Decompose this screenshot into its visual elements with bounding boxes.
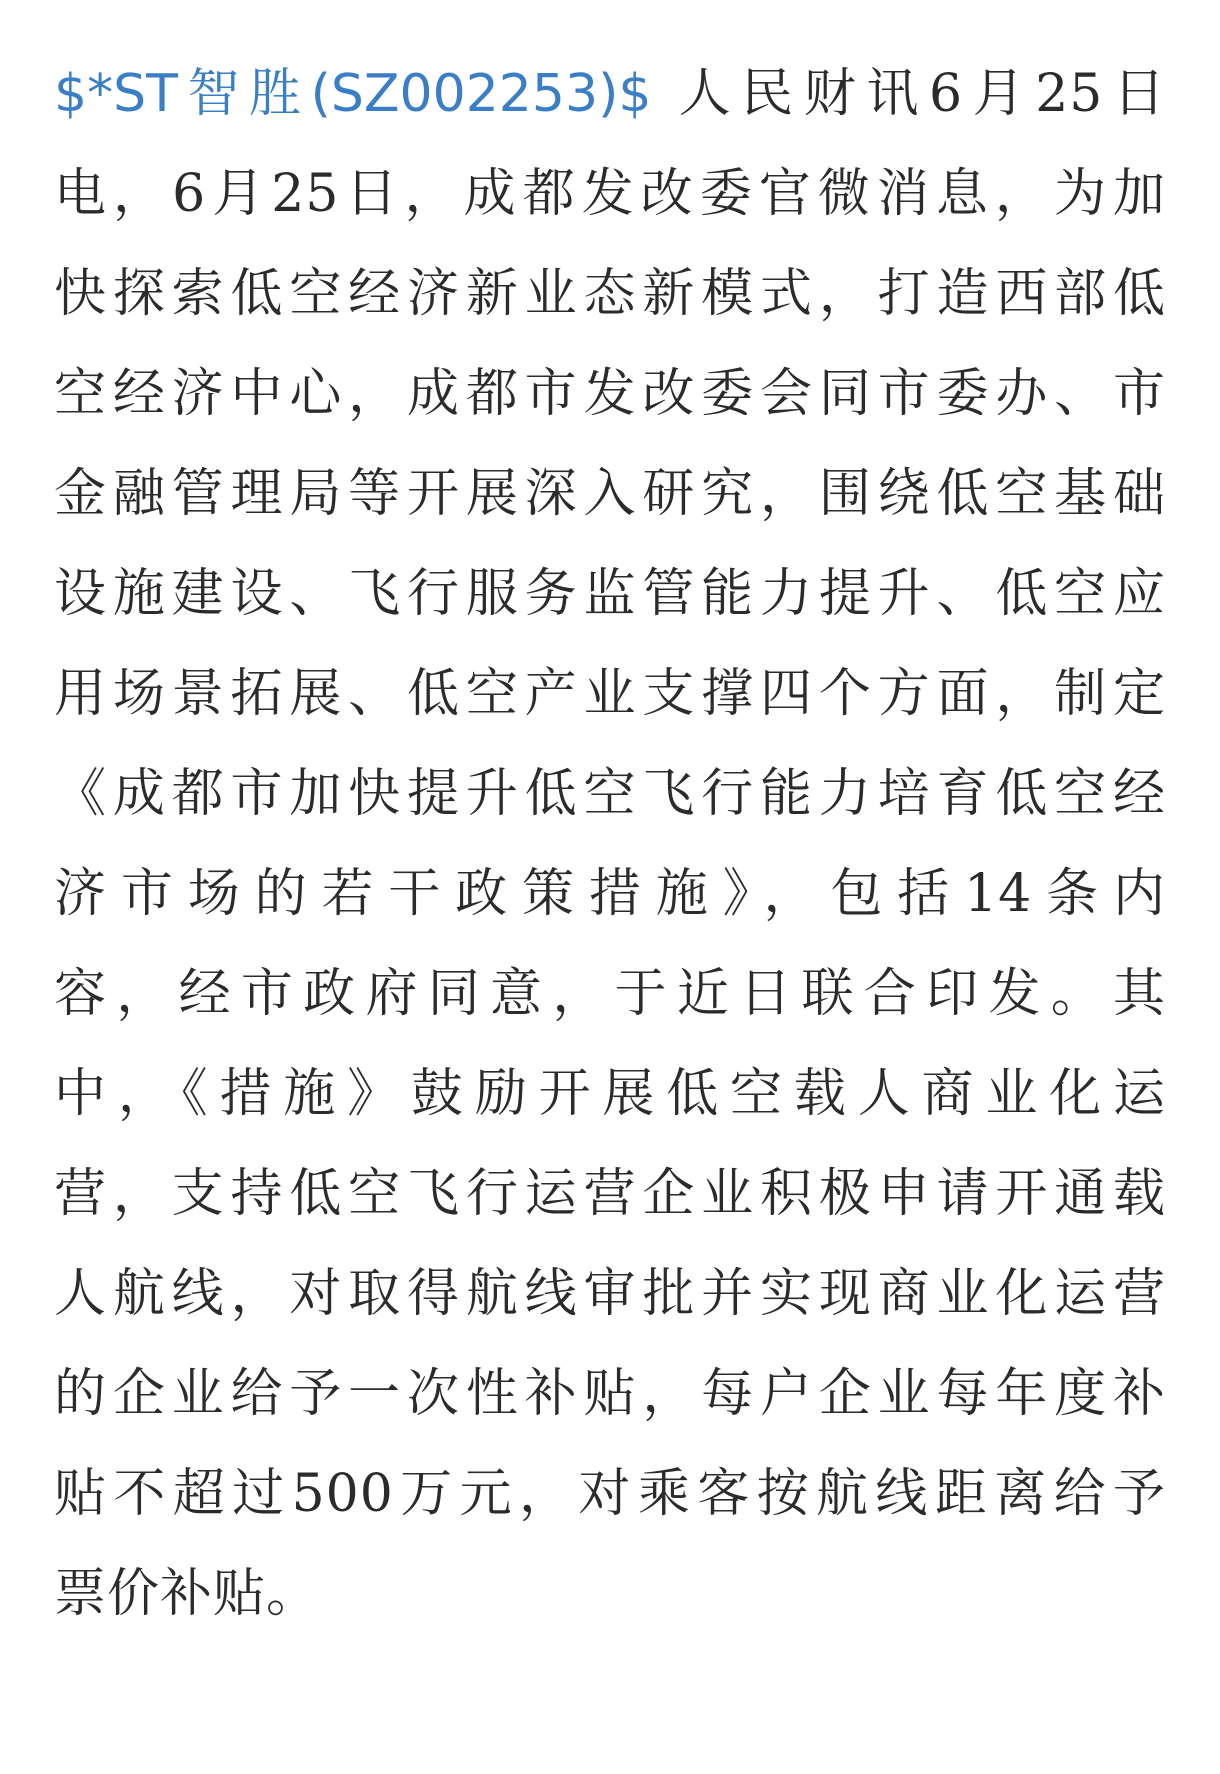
post-line: 贴不超过500万元，对乘客按航线距离给予	[54, 1464, 1166, 1524]
post-line-1-text: 人民财讯6月25日	[678, 64, 1166, 124]
post-line: 金融管理局等开展深入研究，围绕低空基础	[54, 464, 1166, 524]
post-line: 票价补贴。	[54, 1564, 320, 1624]
post-line: 电，6月25日，成都发改委官微消息，为加	[54, 164, 1166, 224]
post-line: 营，支持低空飞行运营企业积极申请开通载	[54, 1164, 1166, 1224]
post-line: 人航线，对取得航线审批并实现商业化运营	[54, 1264, 1166, 1324]
post-body	[54, 44, 1166, 1644]
post-line-1	[54, 44, 1166, 144]
post-line: 济市场的若干政策措施》，包括14条内	[54, 864, 1166, 924]
post-line: 《成都市加快提升低空飞行能力培育低空经	[54, 764, 1166, 824]
post-line: 容，经市政府同意，于近日联合印发。其	[54, 964, 1166, 1024]
stock-tag-link[interactable]: $*ST智胜(SZ002253)$	[54, 64, 652, 124]
post-line: 设施建设、飞行服务监管能力提升、低空应	[54, 564, 1166, 624]
post-line: 空经济中心，成都市发改委会同市委办、市	[54, 364, 1166, 424]
post-line: 快探索低空经济新业态新模式，打造西部低	[54, 264, 1166, 324]
post-line: 中，《措施》鼓励开展低空载人商业化运	[54, 1064, 1166, 1124]
post-line: 的企业给予一次性补贴，每户企业每年度补	[54, 1364, 1166, 1424]
post-line: 用场景拓展、低空产业支撑四个方面，制定	[54, 664, 1166, 724]
